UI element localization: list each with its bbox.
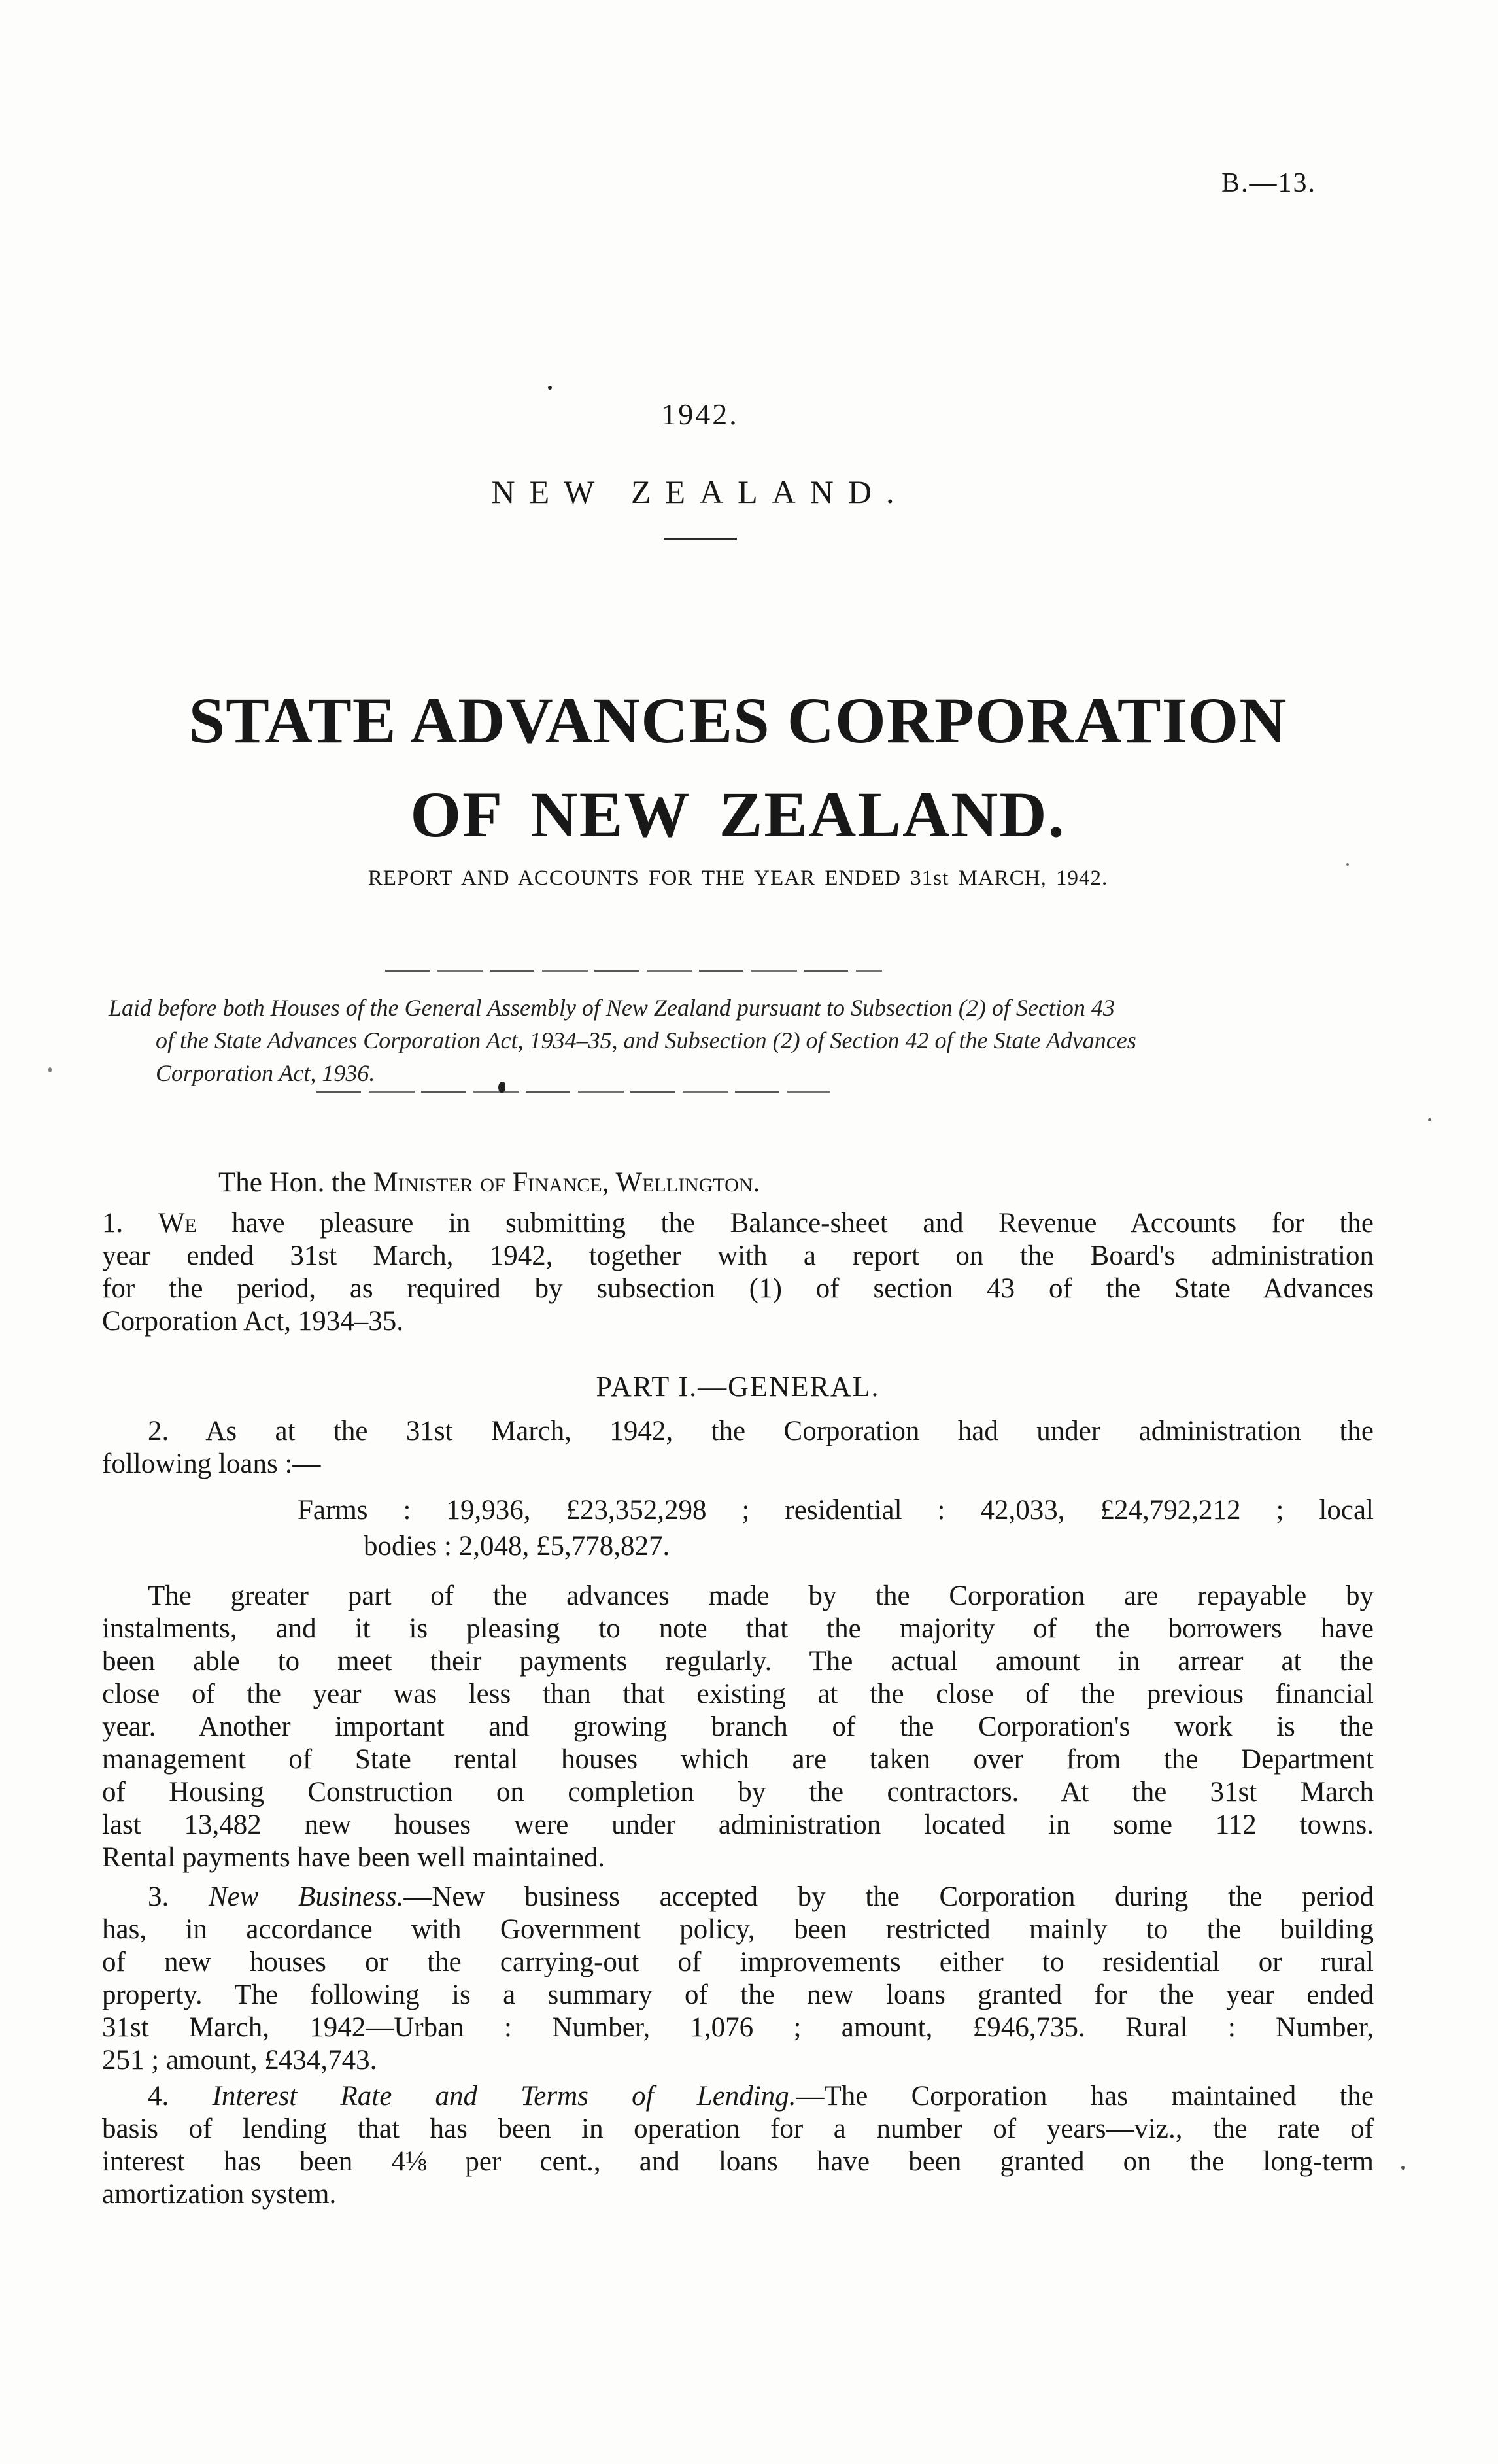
line-text: have pleasure in submitting the Balance-sheet and Revenue Accounts for the xyxy=(196,1208,1374,1239)
ink-speck xyxy=(1401,2166,1405,2170)
paragraph-line: 251 ; amount, £434,743. xyxy=(102,2045,377,2076)
paragraph-line: Corporation Act, 1934–35. xyxy=(102,1306,404,1337)
paragraph-line: following loans :— xyxy=(102,1448,321,1479)
paragraph-line: instalments, and it is pleasing to note that the majority of the borrowers have xyxy=(102,1613,1374,1644)
dash: — xyxy=(403,1881,432,1912)
paragraph-line xyxy=(102,2080,1374,2113)
ink-speck xyxy=(1346,863,1349,866)
ink-speck xyxy=(498,1082,505,1093)
part-heading: PART I.—GENERAL. xyxy=(596,1371,880,1403)
paragraph-line: property. The following is a summary of the new loans granted for the year ended xyxy=(102,1979,1374,2010)
paragraph-3-new-business xyxy=(102,1881,1374,2077)
masthead-year: 1942. xyxy=(661,398,739,431)
paper-reference-number: B.—13. xyxy=(1221,168,1316,198)
paragraph-line: amortization system. xyxy=(102,2179,337,2210)
paragraph-1 xyxy=(102,1207,1374,1338)
paragraph-line: The greater part of the advances made by the Corporation are repayable by xyxy=(148,1581,1374,1611)
paragraph-line: last 13,482 new houses were under administration located in some 112 towns. xyxy=(102,1809,1374,1840)
ink-speck xyxy=(548,386,552,390)
paragraph-4-interest-rate xyxy=(102,2080,1374,2211)
paragraph-line: been able to meet their payments regularly. The actual amount in arrear at the xyxy=(102,1646,1374,1677)
paragraph-number: 4. xyxy=(148,2081,213,2112)
divider-rule-top xyxy=(385,970,882,972)
divider-rule-bottom xyxy=(316,1091,830,1093)
document-title-line2: OF NEW ZEALAND. xyxy=(410,778,1066,851)
paragraph-line: basis of lending that has been in operation for a number of years—viz., the rate of xyxy=(102,2113,1374,2144)
paragraph-general xyxy=(102,1580,1374,1874)
paragraph-number: 3. xyxy=(148,1881,209,1912)
ink-speck xyxy=(48,1067,52,1072)
paragraph-line: of Housing Construction on completion by the contractors. At the 31st March xyxy=(102,1777,1374,1807)
line-text: New business accepted by the Corporation during the period xyxy=(432,1881,1374,1912)
paragraph-2 xyxy=(102,1415,1374,1480)
paragraph-line xyxy=(102,1881,1374,1913)
lead-word: We xyxy=(158,1208,197,1239)
loans-summary-line: bodies : 2,048, £5,778,827. xyxy=(364,1531,670,1562)
paragraph-line: 2. As at the 31st March, 1942, the Corporation had under administration the xyxy=(148,1416,1374,1446)
paragraph-line: Rental payments have been well maintained. xyxy=(102,1842,605,1873)
masthead xyxy=(0,0,1498,540)
paragraph-line: close of the year was less than that existing at the close of the previous financial xyxy=(102,1679,1374,1709)
document-title-line1: STATE ADVANCES CORPORATION xyxy=(188,684,1287,757)
laid-before-note xyxy=(102,991,1374,1089)
paragraph-line: 31st March, 1942—Urban : Number, 1,076 ; amount, £946,735. Rural : Number, xyxy=(102,2012,1374,2043)
paragraph-line xyxy=(102,1207,1374,1240)
ink-speck xyxy=(1428,1118,1431,1121)
paragraph-line: has, in accordance with Government policy, been restricted mainly to the building xyxy=(102,1914,1374,1945)
salutation-recipient: Minister of Finance, Wellington. xyxy=(373,1167,760,1198)
paragraph-lead-italic: New Business. xyxy=(208,1881,404,1912)
loans-summary-line: Farms : 19,936, £23,352,298 ; residential : 42,033, £24,792,212 ; local xyxy=(298,1495,1374,1526)
paragraph-line: interest has been 4⅛ per cent., and loans have been granted on the long-term xyxy=(102,2146,1374,2177)
page-content xyxy=(0,684,1498,2211)
loans-summary-block xyxy=(102,1492,1374,1564)
document-title xyxy=(102,684,1374,851)
paragraph-line: year. Another important and growing branch of the Corporation's work is the xyxy=(102,1711,1374,1742)
paragraph-line: year ended 31st March, 1942, together with a report on the Board's administration xyxy=(102,1241,1374,1271)
paragraph-line: management of State rental houses which are taken over from the Department xyxy=(102,1744,1374,1775)
laid-before-line: Laid before both Houses of the General Assembly of New Zealand pursuant to Subsection (2) of Section 43 xyxy=(109,995,1115,1021)
paragraph-line: for the period, as required by subsection (1) of section 43 of the State Advances xyxy=(102,1273,1374,1304)
masthead-rule xyxy=(664,538,737,540)
document-subtitle: REPORT AND ACCOUNTS FOR THE YEAR ENDED 31st MARCH, 1942. xyxy=(367,866,1108,890)
paragraph-line: of new houses or the carrying-out of improvements either to residential or rural xyxy=(102,1947,1374,1977)
paragraph-lead-italic: Interest Rate and Terms of Lending. xyxy=(212,2081,796,2112)
laid-before-line: Corporation Act, 1936. xyxy=(156,1060,375,1086)
laid-before-line: of the State Advances Corporation Act, 1934–35, and Subsection (2) of Section 42 of the State Advances xyxy=(156,1027,1136,1053)
masthead-nation: NEW ZEALAND. xyxy=(491,473,909,510)
dash: — xyxy=(796,2081,825,2112)
line-text: The Corporation has maintained the xyxy=(824,2081,1374,2112)
salutation-prefix: The Hon. the xyxy=(218,1167,373,1198)
salutation xyxy=(102,1167,1374,1199)
paragraph-number: 1. xyxy=(102,1208,158,1239)
